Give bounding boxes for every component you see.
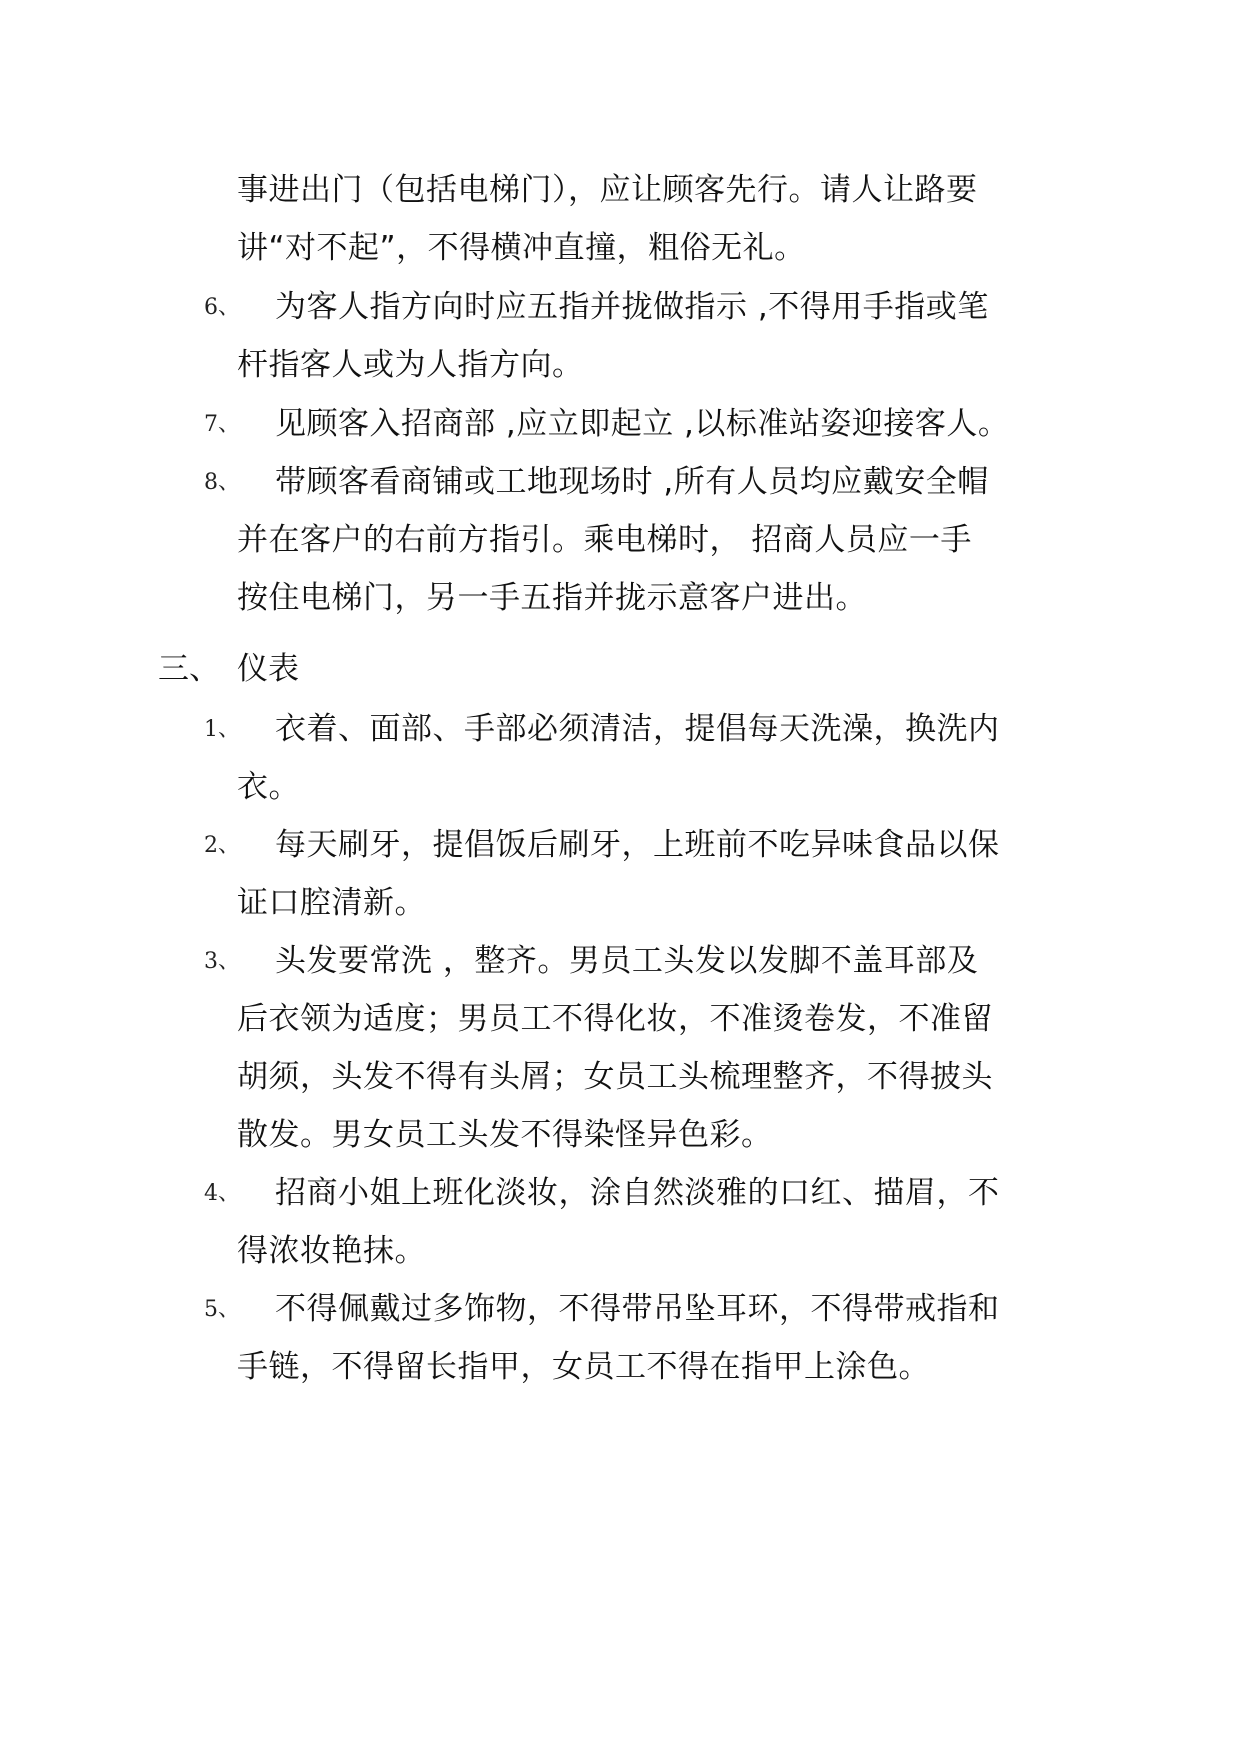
s3-item-4-line-2: 得浓妆艳抹。	[237, 1233, 426, 1269]
s3-item-4-line-1: 招商小姐上班化淡妆，涂自然淡雅的口红、描眉，不	[275, 1175, 1000, 1211]
item-number: 4、	[204, 1181, 240, 1206]
s3-item-5-line-2: 手链，不得留长指甲，女员工不得在指甲上涂色。	[237, 1349, 930, 1385]
item-number: 7、	[204, 412, 240, 437]
item-number: 6、	[204, 295, 240, 320]
item-6-line-2: 杆指客人或为人指方向。	[237, 347, 584, 383]
s3-item-2-line-2: 证口腔清新。	[237, 885, 426, 921]
item-8-line-1: 带顾客看商铺或工地现场时 ,所有人员均应戴安全帽	[275, 464, 989, 500]
s3-item-3-line-3: 胡须，头发不得有头屑；女员工头梳理整齐，不得披头	[237, 1059, 993, 1095]
item-5-continuation-line-1: 事进出门（包括电梯门），应让顾客先行。请人让路要	[237, 172, 978, 208]
s3-item-1-line-2: 衣。	[237, 769, 300, 805]
s3-item-2-line-1: 每天刷牙，提倡饭后刷牙，上班前不吃异味食品以保	[275, 827, 1000, 863]
item-8-line-2: 并在客户的右前方指引。乘电梯时， 招商人员应一手	[237, 522, 972, 558]
s3-item-3-line-2: 后衣领为适度；男员工不得化妆，不准烫卷发，不准留	[237, 1001, 993, 1037]
section-title: 仪表	[237, 651, 299, 687]
item-6-line-1: 为客人指方向时应五指并拢做指示 ,不得用手指或笔	[275, 289, 989, 325]
s3-item-1-line-1: 衣着、面部、手部必须清洁，提倡每天洗澡，换洗内	[275, 711, 1000, 747]
section-number: 三、	[158, 651, 220, 687]
item-number: 5、	[204, 1297, 240, 1322]
s3-item-3-line-1: 头发要常洗 ，整齐。男员工头发以发脚不盖耳部及	[275, 943, 979, 979]
item-number: 3、	[204, 949, 240, 974]
item-5-continuation-line-2: 讲“对不起”，不得横冲直撞，粗俗无礼。	[237, 230, 806, 266]
s3-item-5-line-1: 不得佩戴过多饰物，不得带吊坠耳环，不得带戒指和	[275, 1291, 1000, 1327]
item-8-line-3: 按住电梯门，另一手五指并拢示意客户进出。	[237, 580, 867, 616]
item-7-line-1: 见顾客入招商部 ,应立即起立 ,以标准站姿迎接客人。	[275, 406, 1010, 442]
s3-item-3-line-4: 散发。男女员工头发不得染怪异色彩。	[237, 1117, 773, 1153]
item-number: 1、	[204, 717, 240, 742]
item-number: 2、	[204, 833, 240, 858]
item-number: 8、	[204, 470, 240, 495]
